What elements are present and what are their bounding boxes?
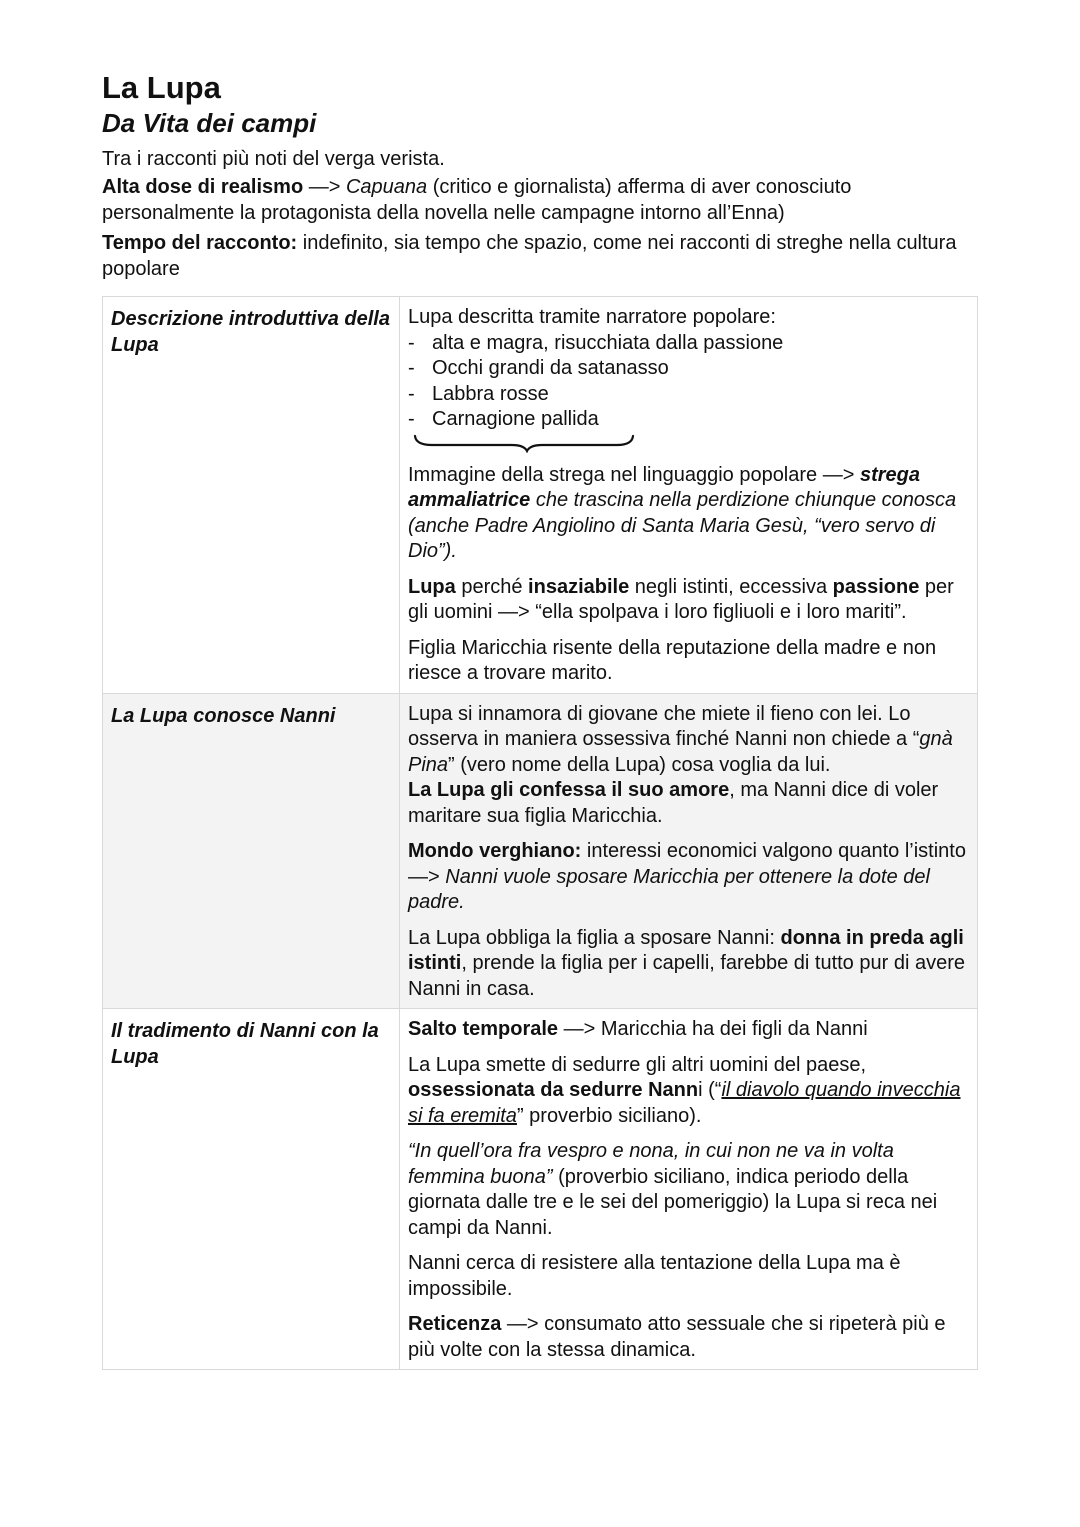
- table-row: [103, 693, 978, 1009]
- time-paragraph: [102, 230, 978, 282]
- bold-italic-text: strega ammaliatrice: [408, 463, 920, 511]
- arrow-text: —>: [303, 176, 346, 198]
- paragraph: [408, 1139, 969, 1241]
- text: , prende la figlia per i capelli, farebbe di tutto pur di avere Nanni in casa.: [408, 952, 965, 1000]
- intro-text: Tra i racconti più noti del verga verista.: [102, 148, 445, 170]
- text: per gli uomini —> “ella spolpava i loro figliuoli e i loro mariti”.: [408, 575, 954, 623]
- row-content: [400, 297, 978, 694]
- list-item: - Occhi grandi da satanasso: [408, 356, 969, 382]
- time-text: indefinito, sia tempo che spazio, come nei racconti di streghe nella cultura popolare: [102, 232, 957, 280]
- bold-text: La Lupa gli confessa il suo amore: [408, 779, 730, 801]
- bold-text: donna in preda agli istinti: [408, 926, 964, 974]
- text: —> Maricchia ha dei figli da Nanni: [558, 1018, 868, 1040]
- paragraph: [408, 575, 969, 626]
- text: ” proverbio siciliano).: [516, 1104, 702, 1127]
- text: , ma Nanni dice di voler maritare sua figlia Maricchia.: [408, 779, 939, 827]
- intro-section: [102, 146, 978, 282]
- page-title: La Lupa: [102, 70, 221, 105]
- feature-list: [408, 331, 969, 433]
- text: i (“: [698, 1079, 722, 1101]
- italic-text: “In quell’ora fra vespro e nona, in cui non ne va in volta femmina buona”: [408, 1140, 894, 1188]
- paragraph: [408, 1312, 969, 1363]
- text: negli istinti, eccessiva: [629, 575, 833, 598]
- bold-text: ossessionata da sedurre Nann: [408, 1079, 699, 1101]
- text: (proverbio siciliano, indica periodo della giornata dalle tre e le sei del pomeriggio) la Lupa si reca nei campi da Nanni.: [408, 1165, 938, 1239]
- row-heading: La Lupa conosce Nanni: [103, 693, 400, 1009]
- list-item: - Carnagione pallida: [408, 407, 969, 433]
- bold-text: passione: [832, 575, 920, 598]
- paragraph: [408, 702, 969, 830]
- notes-table: [102, 296, 978, 1370]
- text: La Lupa obbliga la figlia a sposare Nanni:: [408, 926, 781, 949]
- paragraph: Figlia Maricchia risente della reputazione della madre e non riesce a trovare marito.: [408, 636, 937, 684]
- text: interessi economici valgono quanto l’istinto —>: [408, 840, 966, 888]
- realism-text: (critico e giornalista) afferma di aver conosciuto personalmente la protagonista della novella nelle campagne intorno all’Enna): [102, 176, 852, 224]
- table-row: [103, 297, 978, 694]
- bold-text: Lupa: [408, 575, 456, 598]
- paragraph: [408, 839, 969, 916]
- italic-text: che trascina nella perdizione chiunque conosca (anche Padre Angiolino di Santa Maria Gesù, “vero servo di Dio”).: [408, 489, 957, 562]
- list-item: - Labbra rosse: [408, 382, 969, 408]
- italic-text: Nanni vuole sposare Maricchia per ottenere la dote del padre.: [408, 865, 930, 913]
- realism-label: Alta dose di realismo: [102, 176, 304, 198]
- curly-brace-icon: [412, 433, 642, 453]
- bold-text: Reticenza: [408, 1313, 502, 1335]
- row-content: [400, 693, 978, 1009]
- paragraph: Nanni cerca di resistere alla tentazione della Lupa ma è impossibile.: [408, 1252, 901, 1300]
- text: Lupa si innamora di giovane che miete il fieno con lei. Lo osserva in maniera ossessiva finché Nanni non chiede a “: [408, 702, 920, 750]
- bold-text: Mondo verghiano:: [408, 840, 582, 862]
- realism-paragraph: [102, 174, 978, 226]
- text: Immagine della strega nel linguaggio popolare —>: [408, 463, 860, 486]
- time-label: Tempo del racconto:: [102, 232, 298, 254]
- text: La Lupa smette di sedurre gli altri uomini del paese,: [408, 1053, 867, 1076]
- paragraph: [408, 1017, 969, 1043]
- bold-text: insaziabile: [528, 575, 630, 598]
- lead-text: Lupa descritta tramite narratore popolare:: [408, 306, 776, 328]
- bold-text: Salto temporale: [408, 1018, 559, 1040]
- text: perché: [455, 575, 529, 598]
- text: —> consumato atto sessuale che si ripeterà più e più volte con la stessa dinamica.: [408, 1313, 946, 1361]
- paragraph: [408, 1053, 969, 1130]
- row-heading: Il tradimento di Nanni con la Lupa: [103, 1009, 400, 1370]
- table-row: [103, 1009, 978, 1370]
- text: ” (vero nome della Lupa) cosa voglia da lui.: [448, 753, 831, 776]
- paragraph: [408, 926, 969, 1003]
- row-heading: Descrizione introduttiva della Lupa: [103, 297, 400, 694]
- italic-text: gnà Pina: [408, 728, 953, 776]
- list-item: - alta e magra, risucchiata dalla passione: [408, 331, 969, 357]
- paragraph: [408, 463, 969, 565]
- underlined-italic-text: il diavolo quando invecchia si fa eremita: [408, 1079, 961, 1127]
- page-subtitle: Da Vita dei campi: [102, 108, 317, 138]
- capuana-name: Capuana: [345, 176, 428, 198]
- intro-line: [102, 146, 978, 172]
- row-content: [400, 1009, 978, 1370]
